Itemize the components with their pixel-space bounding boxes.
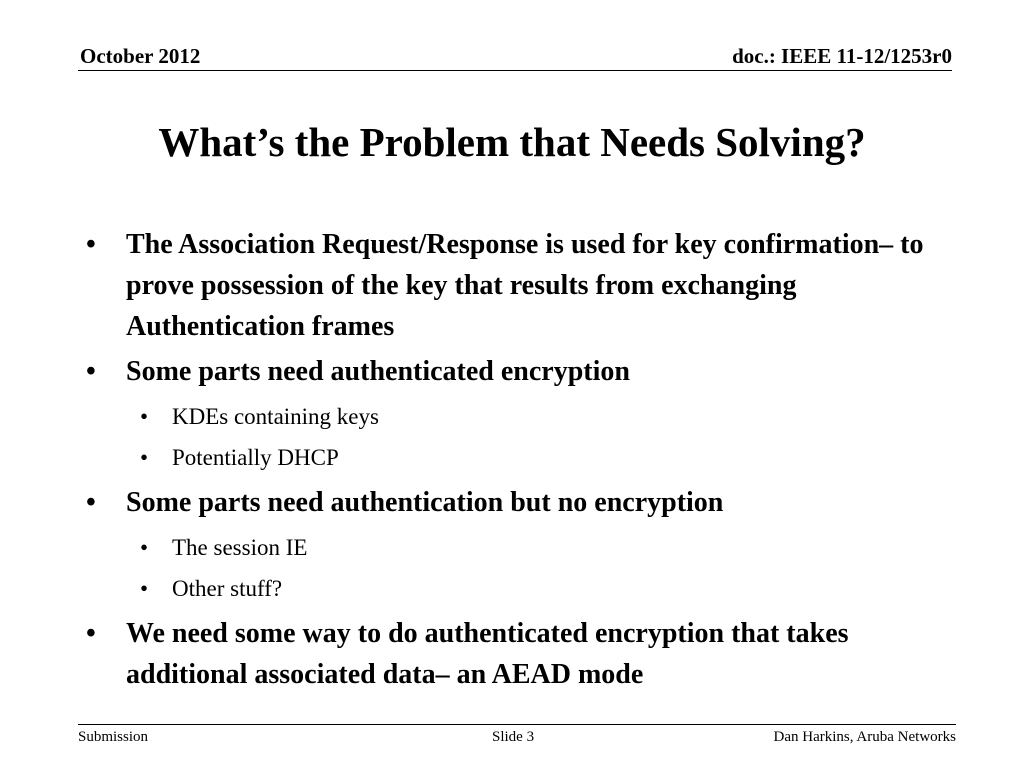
slide-footer [78, 724, 956, 751]
bullet-item [86, 351, 966, 392]
sub-bullet-text: Potentially DHCP [172, 445, 339, 470]
sub-bullet-item [86, 527, 966, 568]
bullet-item [86, 224, 966, 347]
slide-title: What’s the Problem that Needs Solving? [158, 119, 866, 165]
bullet-text: Some parts need authenticated encryption [126, 356, 630, 387]
header-date: October 2012 [80, 44, 201, 68]
bullet-item [86, 613, 966, 695]
bullet-icon: • [140, 535, 149, 560]
sub-bullet-item [86, 568, 966, 609]
footer-author: Dan Harkins, Aruba Networks [773, 729, 956, 745]
sub-bullet-text: The session IE [172, 535, 308, 560]
sub-bullet-text: KDEs containing keys [172, 404, 379, 429]
bullet-text: We need some way to do authenticated encryption that takes additional associated data– an AEAD mode [126, 618, 849, 690]
header-doc-number: doc.: IEEE 11-12/1253r0 [732, 44, 952, 68]
slide-header [78, 44, 952, 71]
footer-slide-number: Slide 3 [492, 729, 535, 745]
bullet-icon: • [86, 487, 96, 518]
sub-bullet-item [86, 396, 966, 437]
sub-bullet-text: Other stuff? [172, 576, 283, 601]
bullet-icon: • [140, 404, 149, 429]
bullet-icon: • [140, 576, 149, 601]
bullet-icon: • [86, 356, 96, 387]
bullet-text: Some parts need authentication but no encryption [126, 487, 724, 518]
bullet-text: The Association Request/Response is used for key confirmation– to prove possession of the key that results from exchanging Authentication frames [126, 229, 924, 342]
bullet-icon: • [86, 229, 96, 260]
footer-submission: Submission [78, 729, 149, 745]
bullet-icon: • [86, 618, 96, 649]
sub-bullet-item [86, 437, 966, 478]
bullet-item [86, 482, 966, 523]
slide-body [86, 224, 966, 699]
bullet-icon: • [140, 445, 149, 470]
